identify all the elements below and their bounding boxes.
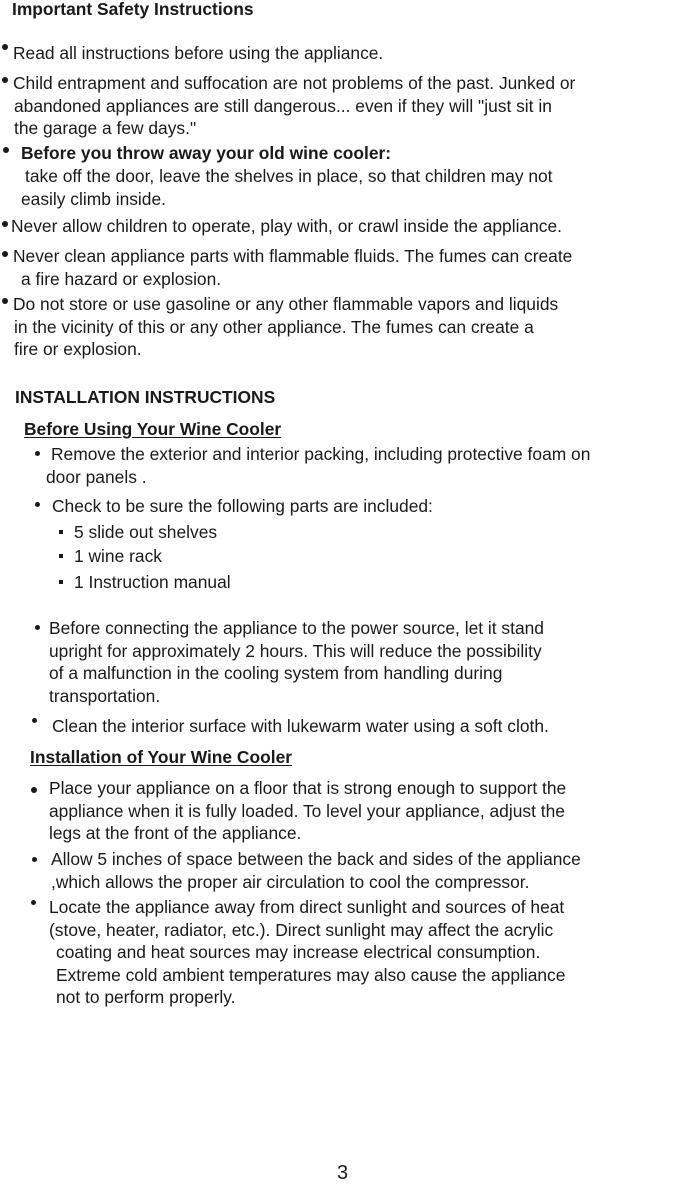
before-using-heading: Before Using Your Wine Cooler [24,419,282,439]
safety-item-5: Never clean appliance parts with flammable fluids. The fumes can create a fire hazard or explosion. [13,246,573,289]
safety-item-3-heading: Before you throw away your old wine cooler: [21,143,392,163]
page-title: Important Safety Instructions [12,0,254,19]
parts-item: 1 Instruction manual [74,572,231,592]
square-bullet [59,530,63,534]
before-item-3: Before connecting the appliance to the power source, let it stand upright for approximately 2 hours. This will reduce the possibility of a malfunction in the cooling system from handling during transportation. [49,618,544,706]
bullet [31,900,36,905]
bullet [35,502,40,507]
bullet [2,298,8,304]
install-item-1: Place your appliance on a floor that is strong enough to support the appliance when it is fully loaded. To level your appliance, adjust the legs at the front of the appliance. [49,778,567,843]
before-item-2: Check to be sure the following parts are included: [52,496,433,516]
installation-heading: INSTALLATION INSTRUCTIONS [15,387,276,407]
safety-item-4: Never allow children to operate, play with, or crawl inside the appliance. [11,216,562,236]
bullet [35,625,40,630]
bullet [32,857,37,862]
install-item-3: Locate the appliance away from direct sunlight and sources of heat (stove, heater, radiator, etc.). Direct sunlight may affect the acrylic coating and heat sources may increase electrical consumption. Extreme cold ambient temperatures may also cause the appliance not to perform properly. [49,897,566,1007]
install-item-2: Allow 5 inches of space between the back and sides of the appliance ,which allows the proper air circulation to cool the compressor. [51,849,581,892]
bullet [32,718,37,723]
safety-item-1: Read all instructions before using the appliance. [13,43,384,63]
parts-item: 1 wine rack [74,546,162,566]
safety-item-2: Child entrapment and suffocation are not problems of the past. Junked or abandoned appliances are still dangerous... even if they will "just sit in the garage a few days." [13,73,576,138]
bullet [31,787,37,793]
bullet [2,221,8,227]
installation-of-heading: Installation of Your Wine Cooler [30,747,293,767]
bullet [2,44,8,50]
bullet [3,147,9,153]
bullet [35,451,40,456]
parts-item: 5 slide out shelves [74,522,218,542]
safety-item-6: Do not store or use gasoline or any other flammable vapors and liquids in the vicinity of this or any other appliance. The fumes can create a fire or explosion. [13,294,559,359]
safety-item-3-text: take off the door, leave the shelves in place, so that children may not easily climb inside. [21,166,553,209]
bullet [2,77,8,83]
before-item-1: Remove the exterior and interior packing, including protective foam on door panels . [46,444,591,487]
square-bullet [59,554,63,558]
page-number: 3 [337,1162,349,1184]
square-bullet [59,580,63,584]
before-item-4: Clean the interior surface with lukewarm water using a soft cloth. [52,716,549,736]
bullet [2,251,8,257]
